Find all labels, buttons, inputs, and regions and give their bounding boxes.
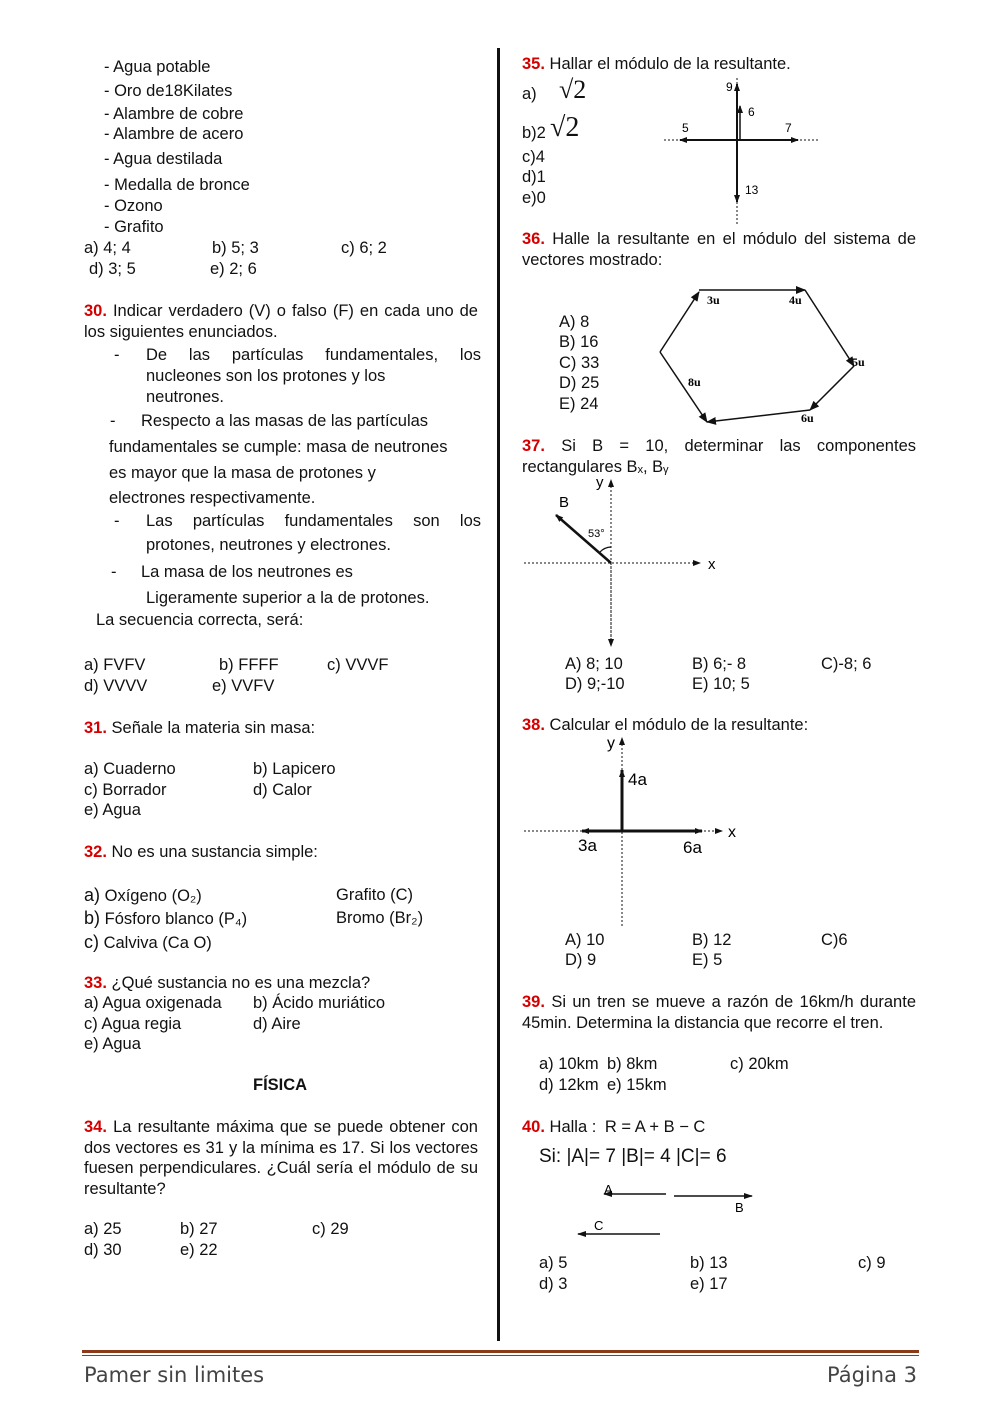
vector-6u-a [810,366,854,410]
q40-option-e: e) 17 [690,1275,728,1293]
q38-number: 38. [522,716,545,734]
q30-option-a: a) FVFV [84,656,146,674]
q33-option-d: d) Aire [253,1015,301,1033]
q34-option-e: e) 22 [180,1241,218,1259]
q30-option-c: c) VVVF [327,656,389,674]
q35-statement [522,54,791,75]
q32-option-c [84,931,212,954]
q32-right-1: Grafito (C) [336,886,414,904]
q30-s4b: Ligeramente superior a la de protones. [146,589,430,607]
q36-option-d: D) 25 [559,374,600,392]
q29-option-e: e) 2; 6 [210,260,257,278]
q30-option-d: d) VVVV [84,677,148,695]
q30-sequence: La secuencia correcta, será: [96,611,304,629]
option-letter: b) [84,908,101,928]
q35-option-c: c)4 [522,148,545,166]
label-b: B [559,494,570,511]
q37-option-a: A) 8; 10 [565,655,623,673]
q35-option-a: a) [522,85,537,103]
label-7: 7 [785,121,792,135]
q34-option-a: a) 25 [84,1220,122,1238]
q31-option-a: a) Cuaderno [84,760,176,778]
label-4u: 4u [789,293,802,307]
q39-statement [522,992,916,1033]
q38-text: Calcular el módulo de la resultante: [549,716,809,734]
q35-vector-diagram [660,76,822,226]
q30-s1a: De las partículas fundamentales, los nucleones son los protones y los [146,346,481,385]
sqrt-two: √2 [550,112,580,143]
q34-option-d: d) 30 [84,1241,122,1259]
q29-option-d: d) 3; 5 [89,260,136,278]
footer-rule [82,1350,919,1353]
label-5: 5 [682,121,689,135]
q40-vector-diagram [570,1180,770,1242]
q32-statement [84,842,318,863]
column-divider [497,48,500,1341]
q32-option-b [84,907,247,930]
q31-option-b: b) Lapicero [253,760,336,778]
q36-option-a: A) 8 [559,313,590,331]
bullet: - [110,412,116,430]
q33-number: 33. [84,974,107,992]
q40-statement [522,1117,705,1138]
q40-text: Halla : [549,1118,597,1136]
q31-option-d: d) Calor [253,781,312,799]
q33-option-c: c) Agua regia [84,1015,182,1033]
q38-option-a: A) 10 [565,931,605,949]
label-angle: 53° [588,528,605,540]
q38-vector-diagram [522,732,752,928]
q37-option-b: B) 6;- 8 [692,655,747,673]
list-item: - Alambre de cobre [104,105,244,123]
section-title: FÍSICA [253,1076,308,1094]
q36-statement [522,229,916,270]
label-3a: 3a [578,836,597,855]
q33-text: ¿Qué sustancia no es una mezcla? [111,974,371,992]
q37-vector-diagram [522,474,722,652]
q33-statement [84,973,370,994]
q30-number: 30. [84,302,107,320]
edge-left-top [660,292,699,352]
q30-s4a: La masa de los neutrones es [141,563,353,581]
q32-right-2: Bromo (Br₂) [336,909,424,927]
q39-option-b: b) 8km [607,1055,658,1073]
q34-number: 34. [84,1118,107,1136]
q30-s3b: protones, neutrones y electrones. [146,536,391,554]
q37-option-c: C)-8; 6 [821,655,872,673]
q30-s2d: electrones respectivamente. [109,489,316,507]
label-y: y [596,474,604,491]
list-item: - Ozono [104,197,163,215]
q34-statement [84,1117,478,1200]
q29-option-b: b) 5; 3 [212,239,259,257]
q31-option-c: c) Borrador [84,781,167,799]
q40-option-b: b) 13 [690,1254,728,1272]
q40-option-c: c) 9 [858,1254,886,1272]
q29-option-c: c) 6; 2 [341,239,387,257]
list-item: - Medalla de bronce [104,176,250,194]
option-text: Fósforo blanco (P₄) [104,910,248,928]
q36-hexagon-diagram [655,282,880,432]
q40-number: 40. [522,1118,545,1136]
label-6u: 6u [801,411,814,425]
label-y: y [607,735,615,752]
q30-statement [84,301,478,342]
vector-6u-b [707,410,810,422]
q32-number: 32. [84,843,107,861]
q35-option-e: e)0 [522,189,546,207]
q38-option-e: E) 5 [692,951,723,969]
q37-statement [522,436,916,477]
label-3u: 3u [707,293,720,307]
q30-option-b: b) FFFF [219,656,279,674]
sqrt-two: √2 [559,75,587,104]
q39-option-c: c) 20km [730,1055,789,1073]
q37-option-e: E) 10; 5 [692,675,750,693]
q34-option-c: c) 29 [312,1220,349,1238]
vector-5u [805,290,854,366]
label-c: C [594,1218,604,1233]
q35-option-d: d)1 [522,168,546,186]
q36-option-b: B) 16 [559,333,599,351]
q36-number: 36. [522,230,545,248]
list-item: - Grafito [104,218,164,236]
q35-text: Hallar el módulo de la resultante. [549,55,791,73]
label-8u: 8u [688,375,701,389]
bullet: - [111,563,117,581]
q39-option-d: d) 12km [539,1076,599,1094]
footer-rule-thin [82,1355,919,1356]
q39-option-a: a) 10km [539,1055,599,1073]
q33-option-a: a) Agua oxigenada [84,994,222,1012]
option-text: Oxígeno (O₂) [104,887,202,905]
q39-number: 39. [522,993,545,1011]
q33-option-b: b) Ácido muriático [253,994,386,1012]
label-a: A [604,1182,613,1197]
footer-left: Pamer sin limites [84,1363,265,1387]
q32-option-a [84,884,202,907]
q35-number: 35. [522,55,545,73]
q31-option-e: e) Agua [84,801,141,819]
q36-option-e: E) 24 [559,395,599,413]
q30-s3a: Las partículas fundamentales son los [146,512,481,530]
q36-text: Halle la resultante en el módulo del sistema de vectores mostrado: [522,230,916,269]
q31-statement [84,718,315,739]
q36-option-c: C) 33 [559,354,600,372]
q40-option-d: d) 3 [539,1275,568,1293]
option-text: Calviva (Ca O) [103,934,212,952]
q30-s2b: fundamentales se cumple: masa de neutrones [109,438,448,456]
label-x: x [708,556,716,573]
label-4a: 4a [628,770,647,789]
q38-option-b: B) 12 [692,931,732,949]
q29-option-a: a) 4; 4 [84,239,131,257]
q40-given: Si: |A|= 7 |B|= 4 |C|= 6 [539,1146,727,1167]
q34-text: La resultante máxima que se puede obtener con dos vectores es 31 y la mínima es 17. Si los vectores fuesen perpendiculares. ¿Cuál sería el módulo de su resultante? [84,1118,478,1198]
q39-text: Si un tren se mueve a razón de 16km/h durante 45min. Determina la distancia que recorre el tren. [522,993,916,1032]
q40-formula: R = A + B − C [604,1118,706,1136]
option-letter: a) [84,885,101,905]
label-x: x [728,824,736,841]
label-b: B [735,1200,744,1215]
list-item: - Agua potable [104,58,211,76]
label-6: 6 [748,105,755,119]
q31-number: 31. [84,719,107,737]
q39-option-e: e) 15km [607,1076,667,1094]
q40-option-a: a) 5 [539,1254,568,1272]
list-item: - Alambre de acero [104,125,244,143]
q32-text: No es una sustancia simple: [111,843,318,861]
list-item: - Oro de18Kilates [104,82,233,100]
q33-option-e: e) Agua [84,1035,141,1053]
option-letter: c) [84,932,99,952]
list-item: - Agua destilada [104,150,223,168]
label-5u: 5u [852,355,865,369]
q35-option-b: b)2 [522,124,546,142]
footer-page-number: Página 3 [827,1363,917,1387]
label-6a: 6a [683,838,702,857]
q37-text: Si B = 10, determinar las componentes rectangulares Bₓ, Bᵧ [522,437,916,476]
q37-option-d: D) 9;-10 [565,675,625,693]
q38-option-c: C)6 [821,931,848,949]
q34-option-b: b) 27 [180,1220,218,1238]
q30-text: Indicar verdadero (V) o falso (F) en cada uno de los siguientes enunciados. [84,302,478,341]
q30-s2a: Respecto a las masas de las partículas [141,412,429,430]
q30-s2c: es mayor que la masa de protones y [109,464,376,482]
q38-option-d: D) 9 [565,951,597,969]
q31-text: Señale la materia sin masa: [111,719,316,737]
q30-s1b: neutrones. [146,388,224,406]
label-13: 13 [745,183,759,197]
bullet: - [114,346,120,364]
q30-option-e: e) VVFV [212,677,275,695]
q37-number: 37. [522,437,545,455]
label-9: 9 [726,80,733,94]
angle-arc [600,547,611,552]
bullet: - [114,512,120,530]
